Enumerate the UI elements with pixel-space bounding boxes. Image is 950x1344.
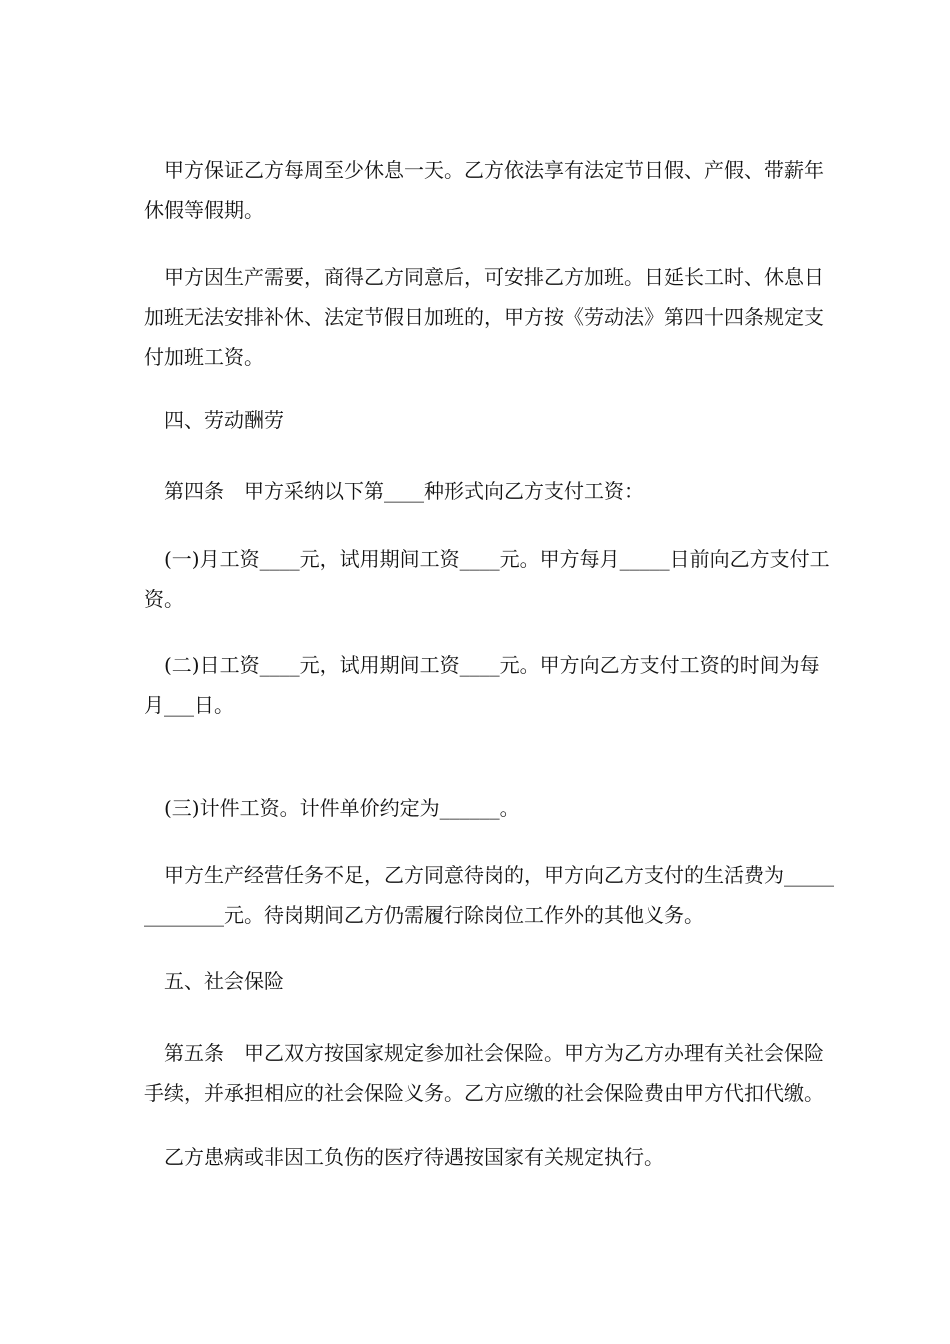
paragraph-medical [144,1137,810,1177]
text-line: ________元。待岗期间乙方仍需履行除岗位工作外的其他义务。 [144,903,704,927]
text-line: (三)计件工资。计件单价约定为______。 [144,796,520,820]
clause-monthly-wage [144,539,830,619]
text-line: 乙方患病或非因工负伤的医疗待遇按国家有关规定执行。 [144,1145,664,1169]
text-line: 付加班工资。 [144,345,264,369]
text-line: 四、劳动酬劳 [144,408,284,432]
article-four [144,471,810,511]
paragraph-standby [144,855,834,935]
paragraph-rest-days [144,150,824,230]
text-line: 第五条 甲乙双方按国家规定参加社会保险。甲方为乙方办理有关社会保险 [144,1041,824,1065]
text-line: 甲方生产经营任务不足，乙方同意待岗的，甲方向乙方支付的生活费为_____ [144,863,834,887]
text-line: 五、社会保险 [144,969,284,993]
section-heading-remuneration [144,400,810,440]
text-line: 月___日。 [144,693,234,717]
text-line: 手续，并承担相应的社会保险义务。乙方应缴的社会保险费由甲方代扣代缴。 [144,1081,824,1105]
clause-piece-wage [144,788,810,828]
text-line: (二)日工资____元，试用期间工资____元。甲方向乙方支付工资的时间为每 [144,653,820,677]
article-five [144,1033,824,1113]
paragraph-overtime [144,257,824,377]
text-line: 甲方保证乙方每周至少休息一天。乙方依法享有法定节日假、产假、带薪年 [144,158,824,182]
text-line: (一)月工资____元，试用期间工资____元。甲方每月_____日前向乙方支付工 [144,547,830,571]
text-line: 加班无法安排补休、法定节假日加班的，甲方按《劳动法》第四十四条规定支 [144,305,824,329]
clause-daily-wage [144,645,820,725]
text-line: 甲方因生产需要，商得乙方同意后，可安排乙方加班。日延长工时、休息日 [144,265,824,289]
text-line: 资。 [144,587,184,611]
text-line: 休假等假期。 [144,198,264,222]
text-line: 第四条 甲方采纳以下第____种形式向乙方支付工资： [144,479,644,503]
section-heading-social-insurance [144,961,810,1001]
